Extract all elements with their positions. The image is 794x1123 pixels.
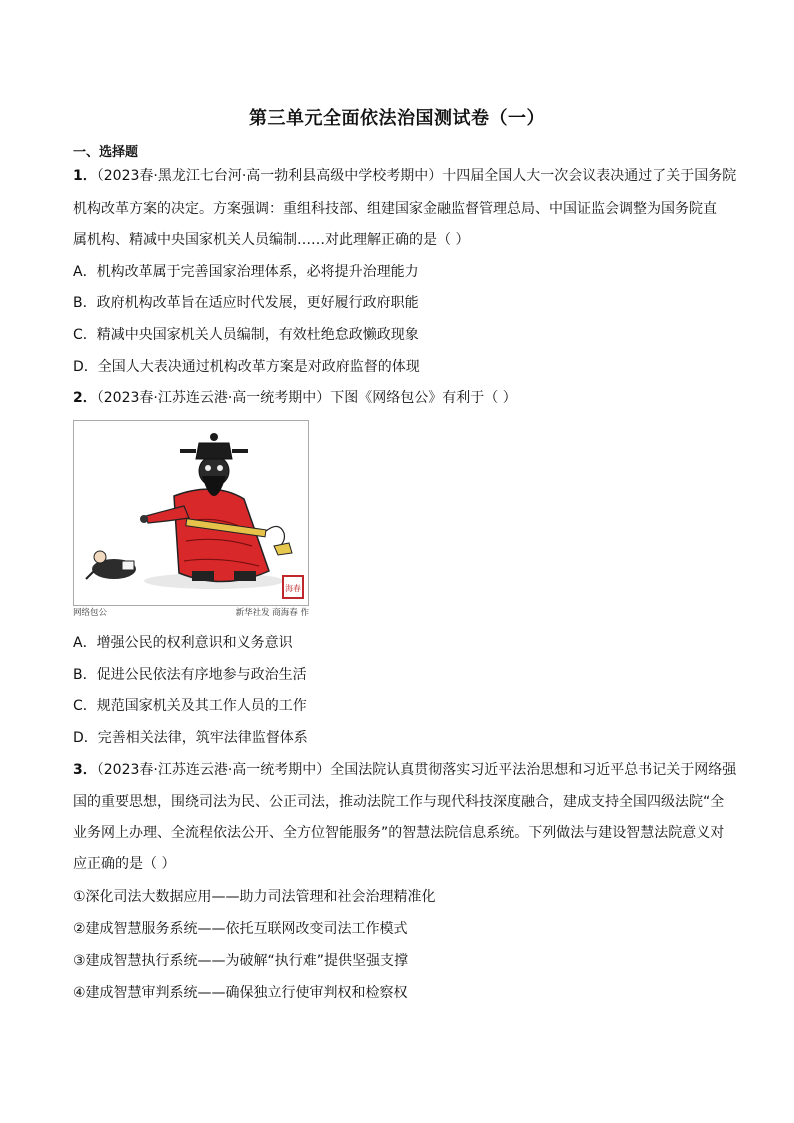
cable — [266, 526, 284, 547]
question-3-option-4: ④建成智慧审判系统——确保独立行使审判权和检察权 — [73, 985, 408, 1001]
question-2-option-a: A．增强公民的权利意识和义务意识 — [73, 635, 293, 651]
question-3-option-2: ②建成智慧服务系统——依托互联网改变司法工作模式 — [73, 921, 408, 937]
question-3-option-3: ③建成智慧执行系统——为破解“执行难”提供坚强支撑 — [73, 953, 409, 969]
official-bag — [122, 561, 134, 570]
question-2-option-b: B．促进公民依法有序地参与政治生活 — [73, 667, 307, 683]
question-3-line-2: 国的重要思想，围绕司法为民、公正司法，推动法院工作与现代科技深度融合，建成支持全国四级法院“全 — [73, 794, 725, 810]
question-1-number: 1． — [73, 168, 97, 184]
question-1-option-b: B．政府机构改革旨在适应时代发展，更好履行政府职能 — [73, 295, 419, 311]
question-2-line-1: 2．（2023春·江苏连云港·高一统考期中）下图《网络包公》有利于（ ） — [73, 390, 517, 406]
figure-caption-title: 网络包公 — [73, 608, 108, 618]
cartoon-illustration — [74, 421, 308, 605]
judge-eye-left — [205, 465, 211, 471]
tassel — [274, 543, 292, 555]
question-3-line-1: 3．（2023春·江苏连云港·高一统考期中）全国法院认真贯彻落实习近平法治思想和习近平总书记关于网络强 — [73, 762, 737, 778]
question-1-line-2: 机构改革方案的决定。方案强调：重组科技部、组建国家金融监督管理总局、中国证监会调整为国务院直 — [73, 201, 717, 217]
question-3-line-3: 业务网上办理、全流程依法公开、全方位智能服务”的智慧法院信息系统。下列做法与建设智慧法院意义对 — [73, 825, 725, 841]
hat-wing-right — [232, 449, 248, 453]
judge-eye-right — [217, 465, 223, 471]
seal-text: 海春 — [285, 584, 301, 593]
cartoon-figure — [73, 420, 309, 606]
official-leg — [86, 571, 94, 579]
question-3-option-1: ①深化司法大数据应用——助力司法管理和社会治理精准化 — [73, 889, 436, 905]
section-heading: 一、选择题 — [73, 145, 139, 160]
official-head — [94, 551, 106, 563]
question-1-line-1: 1．（2023春·黑龙江七台河·高一勃利县高级中学校考期中）十四届全国人大一次会议表决通过了关于国务院 — [73, 168, 737, 184]
question-1-line-3: 属机构、精减中央国家机关人员编制……对此理解正确的是（ ） — [73, 232, 470, 248]
figure-caption-credit: 新华社发 商海春 作 — [235, 608, 309, 618]
question-3-line-4: 应正确的是（ ） — [73, 856, 176, 872]
question-2-number: 2． — [73, 390, 97, 406]
judge-boot-right — [234, 571, 256, 581]
question-1-option-c: C．精减中央国家机关人员编制，有效杜绝怠政懒政现象 — [73, 327, 419, 343]
question-2-option-d: D．完善相关法律，筑牢法律监督体系 — [73, 730, 308, 746]
judge-hand — [140, 515, 148, 523]
judge-hat — [196, 443, 232, 459]
question-2-option-c: C．规范国家机关及其工作人员的工作 — [73, 698, 307, 714]
page-title: 第三单元全面依法治国测试卷（一） — [249, 108, 545, 129]
hat-wing-left — [180, 449, 196, 453]
judge-boot-left — [192, 571, 214, 581]
question-1-option-a: A．机构改革属于完善国家治理体系，必将提升治理能力 — [73, 264, 419, 280]
question-3-number: 3． — [73, 762, 97, 778]
hat-top — [210, 433, 218, 441]
question-1-option-d: D．全国人大表决通过机构改革方案是对政府监督的体现 — [73, 359, 420, 375]
